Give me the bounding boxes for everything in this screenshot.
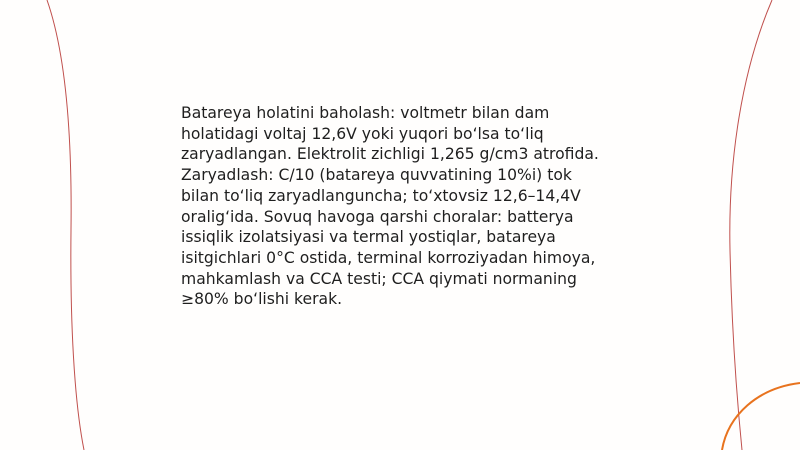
left-arc-decoration — [47, 0, 84, 450]
right-arc-decoration — [730, 0, 772, 450]
body-text: Batareya holatini baholash: voltmetr bilan dam holatidagi voltaj 12,6V yoki yuqori bo‘lsa to‘liq zaryadlangan. Elektrolit zichligi 1,265 g/cm3 atrofida. Zaryadlash: C/10 (batareya quvvatining 10%i) tok bilan to‘liq zaryadlanguncha; to‘xtovsiz 12,6–14,4V oralig‘ida. Sovuq havoga qarshi choralar: batterya issiqlik izolatsiyasi va termal yostiqlar, batareya isitgichlari 0°C ostida, terminal korroziyadan himoya, mahkamlash va CCA testi; CCA qiymati normaning ≥80% bo‘lishi kerak. — [181, 104, 599, 309]
orange-circle-decoration — [722, 383, 800, 450]
